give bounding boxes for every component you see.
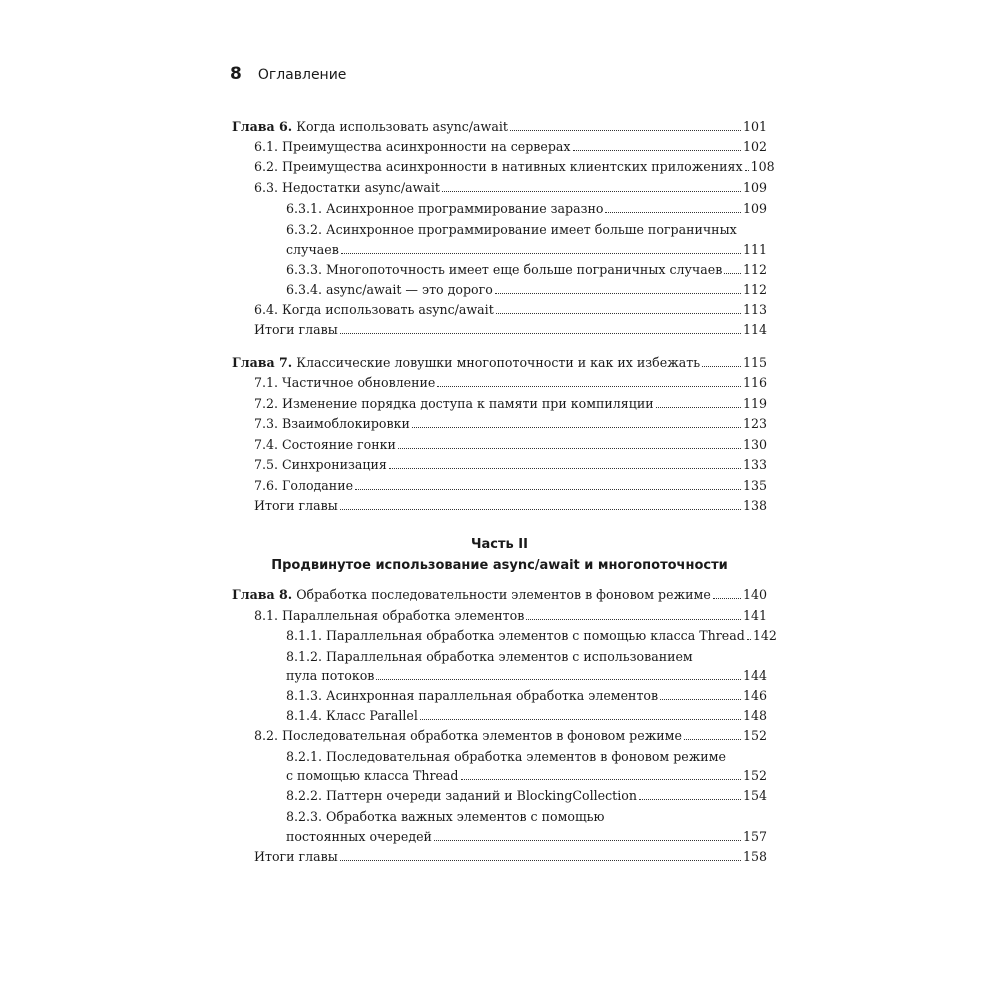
toc-entry-chapter-6[interactable] <box>232 117 767 137</box>
dot-leader <box>496 313 741 314</box>
toc-entry-6-1[interactable] <box>254 137 767 157</box>
section-title: Итоги главы <box>254 322 338 337</box>
chapter-label: Глава 7. <box>232 355 293 370</box>
section-title: 6.4. Когда использовать async/await <box>254 302 494 317</box>
toc-entry-8-2-2[interactable] <box>286 786 767 806</box>
section-title: 8.2.2. Паттерн очереди заданий и BlockingCollection <box>286 788 637 803</box>
toc-entry-8-summary[interactable] <box>254 847 767 867</box>
toc-entry-8-1-1[interactable] <box>286 626 777 646</box>
page-ref: 152 <box>742 728 767 743</box>
dot-leader <box>684 739 741 740</box>
dot-leader <box>412 427 741 428</box>
page-ref: 108 <box>750 159 775 174</box>
dot-leader <box>376 679 741 680</box>
section-title-continued: пула потоков <box>286 668 375 683</box>
running-title: Оглавление <box>257 67 347 83</box>
section-title: 6.3.1. Асинхронное программирование заразно <box>286 201 604 216</box>
toc-entry-7-3[interactable] <box>254 414 767 434</box>
dot-leader <box>660 699 741 700</box>
page-header <box>230 64 346 86</box>
page-ref: 119 <box>742 396 767 411</box>
section-title: 7.6. Голодание <box>254 478 354 493</box>
dot-leader <box>442 191 741 192</box>
section-title: 7.2. Изменение порядка доступа к памяти при компиляции <box>254 396 654 411</box>
section-title: 7.5. Синхронизация <box>254 457 387 472</box>
toc-entry-7-1[interactable] <box>254 373 767 393</box>
dot-leader <box>340 860 741 861</box>
section-title: 6.3.3. Многопоточность имеет еще больше пограничных случаев <box>286 262 723 277</box>
toc-entry-8-1[interactable] <box>254 606 767 626</box>
dot-leader <box>702 366 741 367</box>
toc-entry-8-2[interactable] <box>254 726 767 746</box>
toc-entry-7-2[interactable] <box>254 394 767 414</box>
chapter-label: Глава 6. <box>232 119 293 134</box>
chapter-title: Классические ловушки многопоточности и как их избежать <box>296 355 701 370</box>
page-ref: 112 <box>742 282 767 297</box>
section-title: 6.2. Преимущества асинхронности в нативных клиентских приложениях <box>254 159 743 174</box>
page-ref: 114 <box>742 322 767 337</box>
dot-leader <box>656 407 741 408</box>
toc-entry-7-6[interactable] <box>254 476 767 496</box>
page-ref: 133 <box>742 457 767 472</box>
dot-leader <box>724 273 741 274</box>
toc-entry-6-3-1[interactable] <box>286 199 767 219</box>
page-ref: 112 <box>742 262 767 277</box>
toc-entry-6-3-2[interactable] <box>286 240 767 260</box>
section-title-continued: случаев <box>286 242 339 257</box>
toc-entry-8-1-2-line1[interactable]: 8.1.2. Параллельная обработка элементов с использованием <box>286 649 693 664</box>
toc-entry-6-3-3[interactable] <box>286 260 767 280</box>
toc-entry-6-summary[interactable] <box>254 320 767 340</box>
dot-leader <box>573 150 741 151</box>
toc-entry-8-2-1[interactable] <box>286 766 767 786</box>
page-ref: 146 <box>742 688 767 703</box>
page-ref: 130 <box>742 437 767 452</box>
page-ref: 111 <box>742 242 767 257</box>
dot-leader <box>495 293 741 294</box>
section-title: 6.3.4. async/await — это дорого <box>286 282 493 297</box>
dot-leader <box>745 170 749 171</box>
toc-entry-8-2-1-line1[interactable]: 8.2.1. Последовательная обработка элементов в фоновом режиме <box>286 749 726 764</box>
section-title: Итоги главы <box>254 498 338 513</box>
section-title: 6.3. Недостатки async/await <box>254 180 440 195</box>
page-ref: 141 <box>742 608 767 623</box>
section-title: 8.2. Последовательная обработка элементов в фоновом режиме <box>254 728 682 743</box>
dot-leader <box>355 489 741 490</box>
section-title: 7.3. Взаимоблокировки <box>254 416 410 431</box>
chapter-title: Обработка последовательности элементов в фоновом режиме <box>296 587 711 602</box>
toc-entry-6-2[interactable] <box>254 157 775 177</box>
dot-leader <box>420 719 741 720</box>
page-number: 8 <box>230 64 242 84</box>
page-ref: 123 <box>742 416 767 431</box>
toc-entry-8-1-3[interactable] <box>286 686 767 706</box>
dot-leader <box>639 799 741 800</box>
page-ref: 102 <box>742 139 767 154</box>
section-title-continued: постоянных очередей <box>286 829 432 844</box>
dot-leader <box>389 468 741 469</box>
section-title: 8.1.3. Асинхронная параллельная обработка элементов <box>286 688 659 703</box>
page-ref: 142 <box>752 628 777 643</box>
page-ref: 109 <box>742 180 767 195</box>
toc-entry-8-1-2[interactable] <box>286 666 767 686</box>
dot-leader <box>340 333 741 334</box>
toc-entry-6-3-4[interactable] <box>286 280 767 300</box>
page-ref: 144 <box>742 668 767 683</box>
page-ref: 135 <box>742 478 767 493</box>
toc-entry-7-4[interactable] <box>254 435 767 455</box>
part-label: Часть II <box>471 537 528 552</box>
section-title: 8.1.4. Класс Parallel <box>286 708 418 723</box>
section-title: Итоги главы <box>254 849 338 864</box>
page-ref: 154 <box>742 788 767 803</box>
toc-entry-chapter-7[interactable] <box>232 353 767 373</box>
toc-entry-chapter-8[interactable] <box>232 585 767 605</box>
toc-entry-8-2-3-line1[interactable]: 8.2.3. Обработка важных элементов с помощью <box>286 809 605 824</box>
page-ref: 109 <box>742 201 767 216</box>
toc-entry-8-2-3[interactable] <box>286 827 767 847</box>
toc-entry-8-1-4[interactable] <box>286 706 767 726</box>
toc-entry-7-5[interactable] <box>254 455 767 475</box>
page-ref: 157 <box>742 829 767 844</box>
section-title: 7.1. Частичное обновление <box>254 375 436 390</box>
toc-entry-6-3-2-line1[interactable]: 6.3.2. Асинхронное программирование имеет больше пограничных <box>286 222 737 237</box>
page-ref: 113 <box>742 302 767 317</box>
chapter-title: Когда использовать async/await <box>296 119 508 134</box>
dot-leader <box>341 253 741 254</box>
toc-entry-6-4[interactable] <box>254 300 767 320</box>
toc-entry-7-summary[interactable] <box>254 496 767 516</box>
page-ref: 158 <box>742 849 767 864</box>
dot-leader <box>713 598 741 599</box>
section-title: 6.1. Преимущества асинхронности на серверах <box>254 139 571 154</box>
dot-leader <box>398 448 741 449</box>
chapter-label: Глава 8. <box>232 587 293 602</box>
dot-leader <box>747 639 751 640</box>
dot-leader <box>510 130 741 131</box>
dot-leader <box>340 509 741 510</box>
dot-leader <box>437 386 741 387</box>
dot-leader <box>434 840 741 841</box>
page-ref: 140 <box>742 587 767 602</box>
page-ref: 101 <box>742 119 767 134</box>
page-ref: 152 <box>742 768 767 783</box>
page-ref: 138 <box>742 498 767 513</box>
page-ref: 116 <box>742 375 767 390</box>
page-ref: 115 <box>742 355 767 370</box>
part-title: Продвинутое использование async/await и многопоточности <box>271 558 728 573</box>
section-title-continued: с помощью класса Thread <box>286 768 459 783</box>
dot-leader <box>526 619 741 620</box>
dot-leader <box>605 212 740 213</box>
toc-entry-6-3[interactable] <box>254 178 767 198</box>
dot-leader <box>461 779 741 780</box>
section-title: 7.4. Состояние гонки <box>254 437 396 452</box>
page-ref: 148 <box>742 708 767 723</box>
section-title: 8.1.1. Параллельная обработка элементов с помощью класса Thread <box>286 628 745 643</box>
section-title: 8.1. Параллельная обработка элементов <box>254 608 525 623</box>
